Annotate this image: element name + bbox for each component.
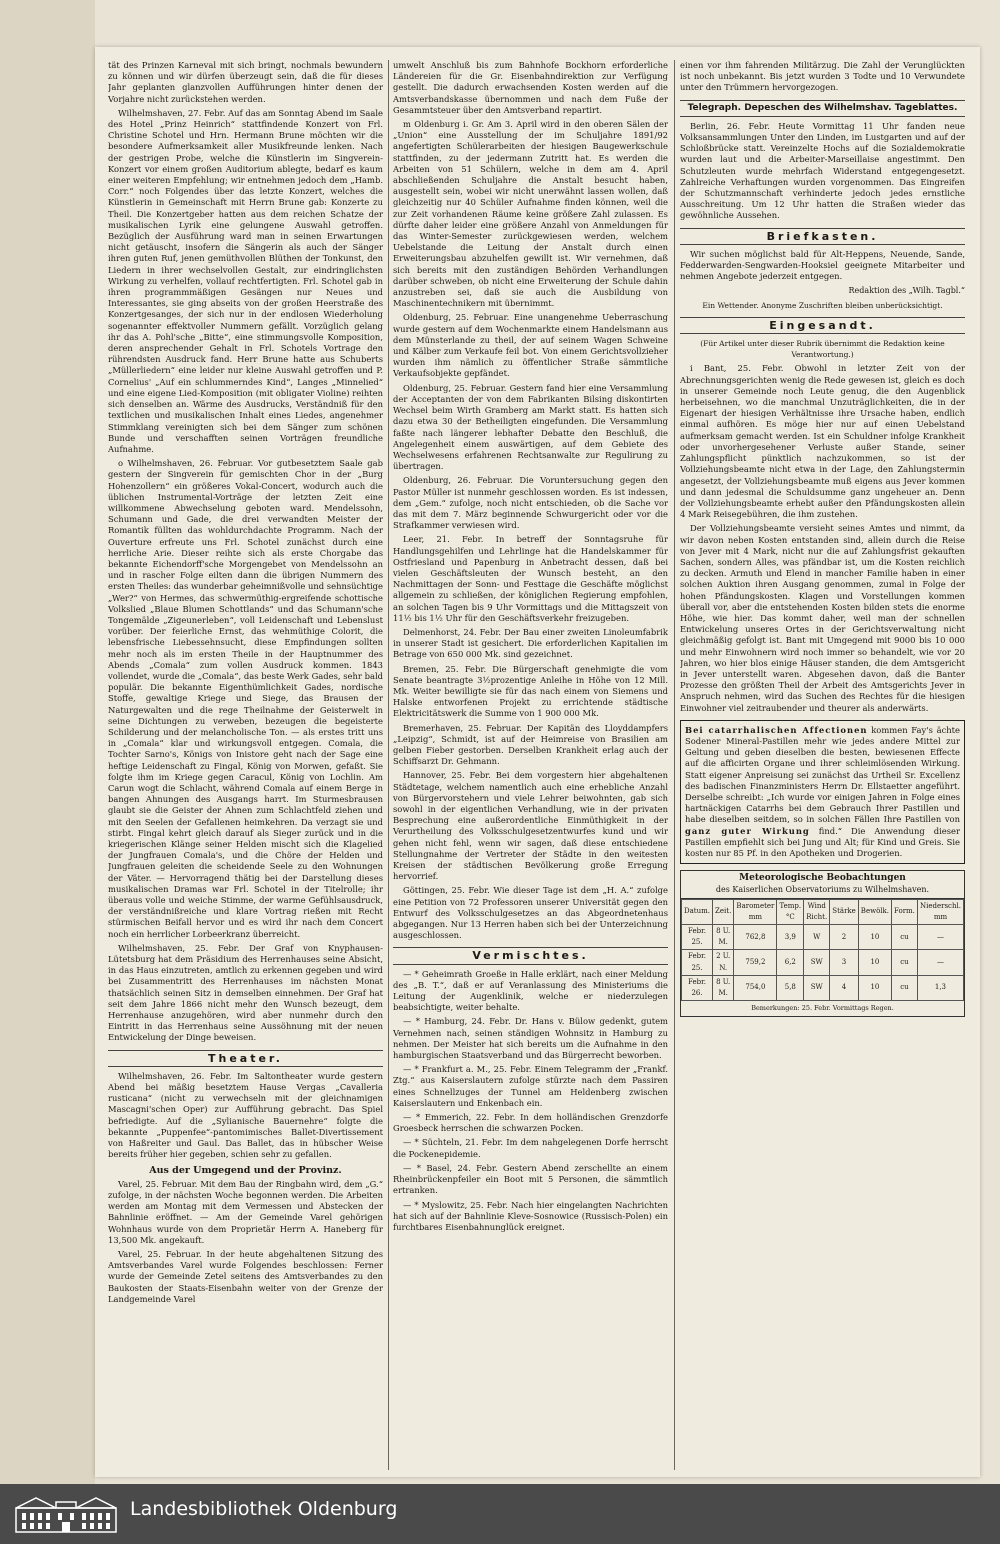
table-cell: W: [804, 925, 830, 950]
article-paragraph: Bremerhaven, 25. Februar. Der Kapitän des Lloyddampfers „Leipzig“, Schmidt, ist auf der Heimreise von Brasilien am gelben Fieber gestorben. Derselben Krankheit erlag auch der Schiffsarzt Dr. Gehmann.: [393, 722, 668, 767]
table-cell: cu: [892, 925, 918, 950]
table-cell: 10: [858, 925, 891, 950]
table-cell: 5,8: [777, 975, 804, 1000]
ad-emphasis: ganz guter Wirkung: [685, 825, 810, 836]
table-cell: Febr. 25.: [682, 925, 713, 950]
article-paragraph: m Oldenburg i. Gr. Am 3. April wird in den oberen Sälen der „Union“ eine Ausstellung der im Schuljahre 1891/92 angefertigten Schülerarbeiten der hiesigen Baugewerkschule stattfinden, zu der jedermann Zutritt hat. Es werden die Arbeiten von 51 Schülern, welche in dem am 4. April abschließenden Schuljahre die Anstalt besucht haben, ausgestellt sein, wobei wir nicht unerwähnt lassen wollen, daß gleichzeitig nur 40 Schüler Aufnahme finden können, weil die zur Zeit vorhandenen Räume keine größere Zahl zulassen. Es dürfte daher leider eine größere Anzahl von Anmeldungen für das Winter-Semester zurückgewiesen werden, welchem Uebelstande die Leitung der Anstalt durch einen Erweiterungsbau abzuhelfen gewillt ist. Wir vernehmen, daß sich bereits mit den zuständigen Behörden Verhandlungen darüber schweben, ob nicht eine Erweiterung der Schule dahin anzustreben sei, daß sie auch die Ausbildung von Maschinentechnikern mit übernimmt.: [393, 119, 668, 309]
section-heading-briefkasten: Briefkasten.: [680, 228, 965, 245]
table-row: [682, 925, 964, 950]
table-cell: 1,3: [917, 975, 963, 1000]
section-heading-eingesandt: Eingesandt.: [680, 317, 965, 334]
table-cell: SW: [804, 975, 830, 1000]
table-header: Niederschl. mm: [917, 899, 963, 924]
article-paragraph: — * Hamburg, 24. Febr. Dr. Hans v. Bülow gedenkt, gutem Vernehmen nach, seinen ständigen Wohnsitz in Hamburg zu nehmen. Der Meister hat sich bereits um die Aufnahme in den hamburgischen Staatsverband und das Bürgerrecht beworben.: [393, 1016, 668, 1061]
table-cell: cu: [892, 950, 918, 975]
table-cell: 2 U. N.: [713, 950, 734, 975]
table-header: Temp. °C: [777, 899, 804, 924]
table-header: Datum.: [682, 899, 713, 924]
table-header: Zeit.: [713, 899, 734, 924]
table-cell: cu: [892, 975, 918, 1000]
table-header-row: [682, 899, 964, 924]
article-paragraph: Oldenburg, 26. Februar. Die Voruntersuchung gegen den Pastor Müller ist nunmehr geschlossen worden. Es ist indessen, dem „Gem.“ zufolge, noch nicht entschieden, ob die Sache vor das mit dem 7. März beginnende Schwurgericht oder vor die Strafkammer verwiesen wird.: [393, 475, 668, 531]
pastillen-advertisement: [680, 720, 965, 864]
table-cell: —: [917, 925, 963, 950]
article-paragraph: Bremen, 25. Febr. Die Bürgerschaft genehmigte die vom Senate beantragte 3½prozentige Anleihe in Höhe von 12 Mill. Mk. Weiter bewilligte sie für das nach einem von Siemens und Halske entworfenen Projekt zu errichtende städtische Elektricitätswerk die Summe von 1 900 000 Mk.: [393, 663, 668, 719]
table-cell: 8 U. M.: [713, 925, 734, 950]
weather-data-table: [681, 899, 964, 1002]
article-paragraph: Wilhelmshaven, 25. Febr. Der Graf von Knyphausen-Lütetsburg hat dem Präsidium des Herrenhauses seine Absicht, in das Haus einzutreten, amtlich zu erkennen gegeben und wird bei Zusammentritt des Herrenhauses im nächsten Monat thatsächlich seinen Sitz in demselben einnehmen. Der Graf hat seit dem Jahre 1866 nicht mehr den Wunsch bezeugt, dem Herrenhause anzugehören, wird aber nunmehr durch den Eintritt in das Herrenhaus seine Aussöhnung mit der neuen Entwickelung der Dinge beweisen.: [108, 942, 383, 1043]
article-paragraph: umwelt Anschluß bis zum Bahnhofe Bockhorn erforderliche Ländereien für die Gr. Eisenbahndirektion zur Verfügung gestellt. Die dadurch erwachsenden Kosten werden auf die Amtsverbandskasse übernommen und nach dem Fuße der Gesammtsteuer über den Amtsverband repartirt.: [393, 60, 668, 115]
disclaimer-note: (Für Artikel unter dieser Rubrik übernimmt die Redaktion keine Verantwortung.): [700, 339, 945, 360]
article-paragraph: — * Frankfurt a. M., 25. Febr. Einem Telegramm der „Frankf. Ztg.“ aus Kaiserslautern zufolge stürzte nach dem Passiren eines Schnellzuges der Tunnel am Heldenberg zwischen Kaiserslautern und Enkenbach ein.: [393, 1064, 668, 1108]
weather-title: Meteorologische Beobachtungen: [739, 873, 906, 884]
article-paragraph: Delmenhorst, 24. Febr. Der Bau einer zweiten Linoleumfabrik in unserer Stadt ist gesichert. Die erforderlichen Kapitalien im Betrage von 650 000 Mk. sind gezeichnet.: [393, 626, 668, 660]
article-paragraph: — * Emmerich, 22. Febr. In dem holländischen Grenzdorfe Groesbeck herrschen die schwarzen Pocken.: [393, 1112, 668, 1134]
table-cell: 10: [858, 950, 891, 975]
article-paragraph: i Bant, 25. Febr. Obwohl in letzter Zeit von der Abrechnungsgerichten wenig die Rede gewesen ist, gleich es doch in unserer Gemeinde noch Leute genug, die den Augenblick herbeisehnen, wo die manchmal Unzuträglichkeiten, die in der Eigenart der hiesigen Verhältnisse ihre Ursache haben, endlich einmal aufhören. Es möge hier nur auf einen Uebelstand aufmerksam gemacht werden. Ist ein Schuldner infolge Krankheit oder unvorhergesehener Verluste außer Stande, seiner Zahlungspflicht pünktlich nachzukommen, so ist der Vollziehungsbeamte nicht etwa in der Lage, den Zahlungstermin angesetzt, der Vollziehungsbeamte muß eigens aus Jever kommen und dann jedesmal die Schuldsumme ganz ungeheuer an. Denn der Vollziehungsbeamte erhebt außer den Pfändungskosten allein 4 Mark Reisegebühren, die ihm zustehen.: [680, 363, 965, 520]
table-header: Barometer mm: [734, 899, 777, 924]
ad-body: kommen Fay's ächte Sodener Mineral-Pastillen mehr wie jedes andere Mittel zur Geltung und geben dieselben die besten, bewiesenen Effecte auf die afficirten Organe und ihrer schleimlösenden Wirkung. Statt eigener Anpreisung sei zunächst das Urtheil Sr. Excellenz des badischen Finanzministers Herrn Dr. Ellstaetter angeführt. Derselbe schreibt: „Ich wurde vor einigen Jahren in Folge eines hartnäckigen Catarrhs bei dem Gebrauch Ihrer Pastillen und habe dieselben seitdem, so in solchen Fällen Ihre Pastillen von: [685, 724, 960, 825]
article-paragraph: o Wilhelmshaven, 26. Februar. Vor gutbesetztem Saale gab gestern der Singverein für gemischten Chor in der „Burg Hohenzollern“ ein größeres Vokal-Concert, wodurch auch die üblichen Instrumental-Vorträge der letzten Zeit eine willkommene Abwechselung geboten ward. Mendelssohn, Schumann und Gade, die drei verwandten Meister der Romantik füllten das wohldurchdachte Programm. Nach der Ouverture erfreute uns Frl. Schotel zunächst durch eine herrliche Arie. Dieser reihte sich als erste Chorgabe das bekannte Eichendorff'sche Morgengebet von Mendelssohn an und in rascher Folge eilten dann die übrigen Nummern des ersten Theiles: das wunderbar geheimnißvolle und sehnsüchtige „Wer?“ von Hermes, das schwermüthig-ergreifende schottische Volkslied „Blaue Blumen Schottlands“ und das Schumann'sche Tongemälde „Zigeunerleben“, voll Leidenschaft und Lebenslust vorüber. Der feierliche Ernst, das wehmüthige Colorit, die lebensfrische Liebessehnsucht, diese Empfindungen sollten mehr noch als im ersten Theile in der Hauptnummer des Abends „Comala“ zum vollen Ausdruck kommen. 1843 vollendet, wurde die „Comala“, das beste Werk Gades, sehr bald populär. Die bekannte Eigenthümlichkeit Gades, nordische Stoffe, gewaltige Kriege und Siege, das Brausen der Naturgewalten und die rege Theilnahme der Geisterwelt in seine Dichtungen zu verweben, bezeugen die begeisterte Schilderung und der melancholische Ton. — als erstes tritt uns in „Comala“ klar und wirkungsvoll entgegen. Comala, die Tochter Sarno's, Königs von Inistore geht nach der Sage eine heftige Leidenschaft zu Fingal, König von Morwen, gefaßt. Sie folgte ihm im Kriege gegen Caracul, König von Lochlin. Am Carun wogt die Schlacht, während Comala auf einem Berge in bangen Ahnungen des Ausgangs harrt. Im Sturmesbrausen glaubt sie die Geister der Ahnen zum Schlachtfeld ziehen und mit den Seelen der Gefallenen heimkehren. Da verzagt sie und stirbt. Fingal kehrt gleich darauf als Sieger zurück und in die kriegerischen Klänge seiner Helden mischt sich die Klagelied der Jungfrauen Comala's, und die Chöre der Helden und Jungfrauen geleiten die scheidende Seele zu den Wohnungen der Väter. — Hervorragend thätig bei der Darstellung dieses musikalischen Dramas war Frl. Schotel in der Titelrolle; ihr überaus volle und weiche Stimme, der warme Gefühlsausdruck, der verständnißreiche und klare Vortrag rießen mit Recht stürmischen Beifall hervor und es wird ihr nach dem Concert noch ein herrlicher Lorbeerkranz überreicht.: [108, 458, 383, 939]
article-paragraph: — * Basel, 24. Febr. Gestern Abend zerschellte an einem Rheinbrückenpfeiler ein Boot mit 5 Personen, die sämmtlich ertranken.: [393, 1162, 668, 1196]
library-building-icon: [14, 1494, 118, 1534]
article-paragraph: tät des Prinzen Karneval mit sich bringt, nochmals bewundern zu können und wir dürfen überzeugt sein, daß die für dieses Jahr geplanten glanzvollen Aufführungen hinter denen der Vorjahre nicht zurückstehen werden.: [108, 60, 383, 104]
weather-remarks: Bemerkungen: 25. Febr. Vormittags Regen.: [751, 1004, 894, 1013]
table-cell: 754,0: [734, 975, 777, 1000]
article-paragraph: Der Vollziehungsbeamte versieht seines Amtes und nimmt, da wir davon neben Kosten entstanden sind, allein durch die Reise von Jever mit 4 Mark, nicht nur die auf Zahlungsfrist gekauften Sachen, sondern Alles, was pfändbar ist, um die Kosten reichlich zu decken. Armuth und Elend in mancher Familie haben in einer solchen Auktion ihren Ausgang genommen, zumal in Folge der hohen Pfändungskosten. Klagen und Vorstellungen kommen überall vor, aber die entstehenden Kosten bilden stets die enorme Höhe, wie hier. Das kommt daher, weil man der schnellen Entwickelung unseres Ortes in der Gerichtsverwaltung nicht gleichmäßig gefolgt ist. Bant mit Umgegend mit 9000 bis 10 000 und mehr Einwohnern wird noch immer so behandelt, wie vor 20 Jahren, wo hier blos einige Häuser standen, die dem Amtsgericht in Jever unterstellt waren. Abgesehen davon, daß die Banter Prozesse den größten Theil der Arbeit des Amtsgerichts Jever in Anspruch nehmen, wird das Suchen des Rechtes für die hiesigen Einwohner viel zeitraubender und theurer als anderwärts.: [680, 523, 965, 713]
article-paragraph: Berlin, 26. Febr. Heute Vormittag 11 Uhr fanden neue Volksansammlungen Unter den Linden, im Lustgarten und auf der Schloßbrücke statt. Vereinzelte Hochs auf die Sozialdemokratie wurden laut und die Arbeiter-Marseillaise angestimmt. Den Schutzleuten wurde mehrfach Widerstand entgegengesetzt. Zahlreiche Verhaftungen wurden vorgenommen. Das Eingreifen der Schutzmannschaft verhinderte jedoch jedes ernstliche Ausschreitung. Um 12 Uhr hatten die Straßen wieder das gewöhnliche Aussehen.: [680, 120, 965, 221]
column-rule: [388, 60, 389, 1470]
section-heading-telegraph: Telegraph. Depeschen des Wilhelmshav. Tageblattes.: [680, 100, 965, 117]
article-paragraph: Wilhelmshaven, 26. Febr. Im Saltontheater wurde gestern Abend bei mäßig besetztem Hause Vergas „Cavalleria rusticana“ (nicht zu verwechseln mit der gleichnamigen Mascagni'schen Oper) zur Aufführung gebracht. Das Spiel befriedigte. Auf die „Sylianische Bauernehre“ folgte die bekannte „Puppenfee“-pantomimisches Ballet-Divertissement von Haßreiter und Gaul. Das Ballet, das in hübscher Weise bereits früher hier gegeben, schien sehr zu gefallen.: [108, 1070, 383, 1160]
article-paragraph: Wir suchen möglichst bald für Alt-Heppens, Neuende, Sande, Fedderwarden-Sengwarden-Hooksiel geeignete Mitarbeiter und nehmen Angebote jederzeit entgegen.: [680, 248, 965, 282]
article-paragraph: Varel, 25. Februar. Mit dem Bau der Ringbahn wird, dem „G.“ zufolge, in der nächsten Woche begonnen werden. Die Arbeiten werden am Montag mit dem Vermessen und Abstecken der Bahnlinie eröffnet. — Am der Gemeinde Varel gehörigen Wohnhaus wurde von dem Proprietär Herrn A. Haneberg für 13,500 Mk. angekauft.: [108, 1178, 383, 1245]
section-heading-theater: Theater.: [108, 1050, 383, 1067]
table-cell: —: [917, 950, 963, 975]
table-cell: 3: [830, 950, 859, 975]
ad-body-end: find.“ Die Anwendung dieser Pastillen empfiehlt sich bei Jung und Alt; für Kind und Greis. Sie kosten nur 85 Pf. in den Apotheken und Drogerien.: [685, 825, 960, 858]
article-paragraph: — * Geheimrath Groeße in Halle erklärt, nach einer Meldung des „B. T.“, daß er auf Veranlassung des Ministeriums die Leitung der Augenklinik, welche er niederzulegen beabsichtigte, weiter behalte.: [393, 968, 668, 1013]
table-cell: 2: [830, 925, 859, 950]
table-row: [682, 975, 964, 1000]
table-header: Bewölk.: [858, 899, 891, 924]
scan-edge: [0, 0, 95, 1544]
table-cell: 762,8: [734, 925, 777, 950]
table-header: Form.: [892, 899, 918, 924]
column-1: [108, 60, 383, 1470]
table-cell: 759,2: [734, 950, 777, 975]
article-paragraph: Göttingen, 25. Febr. Wie dieser Tage ist dem „H. A.“ zufolge eine Petition von 72 Professoren unserer Universität gegen den Entwurf des Volksschulgesetzes an das Abgeordnetenhaus abgegangen. Nur 13 Herren haben sich bei der Unterzeichnung ausgeschlossen.: [393, 885, 668, 941]
library-name: Landesbibliothek Oldenburg: [130, 1498, 398, 1520]
table-row: [682, 950, 964, 975]
section-heading-umgegend: Aus der Umgegend und der Provinz.: [149, 1164, 342, 1176]
table-cell: Febr. 26.: [682, 975, 713, 1000]
article-paragraph: Wilhelmshaven, 27. Febr. Auf das am Sonntag Abend im Saale des Hotel „Prinz Heinrich“ stattfindende Konzert von Frl. Christine Schotel und Hrn. Hermann Brune möchten wir die besondere Aufmerksamkeit aller Musikfreunde lenken. Nach der gestrigen Probe, welche die Künstlerin im Singverein-Konzert vor einem großen Auditorium ablegte, bedarf es kaum einer weiteren Empfehlung; wir entnehmen jedoch dem „Hamb. Corr.“ noch Folgendes über das letzte Konzert, welches die Künstlerin in Gemeinschaft mit Herrn Brune gab: Konzerte zu Theil. Die Konzertgeber hatten aus dem reichen Schatze der musikalischen Lyrik eine gelungene Auswahl getroffen. Bezüglich der Ausführung ward man in seinen Erwartungen nicht getäuscht, insofern die Sängerin als auch der Sänger ihren guten Ruf, jenen gemüthvollen Blüthen der Tonkunst, den Liedern in ihrer wechselvollen Gestalt, zur eindringlichsten Wirkung zu verhelfen, vollauf rechtfertigten. Frl. Schotel gab in ihren programmmäßigen Gesängen nur Neues und Interessantes, sie ging abseits von der großen Heerstraße des Konzertgesanges, der sich nur in der endlosen Wiederholung sogenannter effektvoller Nummern gefällt. Vorzüglich gelang ihr das A. Pohl'sche „Bitte“, eine stimmungsvolle Komposition, deren ansprechender Gehalt in Frl. Schotels Vortrage den rührendsten Ausdruck fand. Herr Brune hatte aus Schuberts „Müllerliedern“ eine leider nur kleine Auswahl getroffen und P. Cornelius' „Auf ein schlummerndes Kind“, Langes „Minnelied“ und eine eigene Lied-Komposition (mit obligater Violine) reihten sich denselben an. Wärme des Ausdrucks, Verständniß für den textlichen und musikalischen Inhalt eines Liedes, angenehmer Stimmklang vereinigten sich bei dem Sänger zum schönen Bunde und verschafften seinen Vorträgen freundliche Aufnahme.: [108, 107, 383, 454]
article-paragraph: Varel, 25. Februar. In der heute abgehaltenen Sitzung des Amtsverbandes Varel wurde Folgendes beschlossen: Ferner wurde der Gemeinde Zetel seitens des Amtsverbandes zu den Baukosten der Staats-Eisenbahn weiter von der Grenze der Landgemeinde Varel: [108, 1248, 383, 1304]
table-cell: 8 U. M.: [713, 975, 734, 1000]
table-cell: Febr. 25.: [682, 950, 713, 975]
table-cell: 3,9: [777, 925, 804, 950]
article-paragraph: — * Süchteln, 21. Febr. Im dem nahgelegenen Dorfe herrscht die Pockenepidemie.: [393, 1137, 668, 1159]
article-paragraph: — * Myslowitz, 25. Febr. Nach hier eingelangten Nachrichten hat sich auf der Bahnlinie Kleve-Sosnowice (Russisch-Polen) ein furchtbares Eisenbahnunglück ereignet.: [393, 1199, 668, 1232]
table-cell: SW: [804, 950, 830, 975]
editor-signature: Redaktion des „Wilh. Tagbl.“: [848, 286, 965, 296]
library-footer-bar: [0, 1484, 1000, 1544]
table-cell: 10: [858, 975, 891, 1000]
table-header: Wind Richt.: [804, 899, 830, 924]
column-2: [393, 60, 668, 1470]
article-paragraph: Leer, 21. Febr. In betreff der Sonntagsruhe für Handlungsgehilfen und Lehrlinge hat die Handelskammer für Ostfriesland und Papenburg in Anbetracht dessen, daß bei vielen Geschäftsleuten der Wunsch besteht, an den Nachmittagen der Sonn- und Festtage die Geschäfte möglichst allgemein zu schließen, der königlichen Regierung empfohlen, an solchen Tagen bis 9 Uhr Vormittags und die Mittagszeit von 11½ bis 1½ Uhr für den Geschäftsverkehr freizugeben.: [393, 534, 668, 623]
ad-lead: Bei catarrhalischen Affectionen: [685, 724, 868, 735]
column-rule: [674, 60, 675, 1470]
article-paragraph: Oldenburg, 25. Februar. Eine unangenehme Ueberraschung wurde gestern auf dem Wochenmarkte einem Handelsmann aus dem Münsterlande zu theil, der auf seinem Wagen Schweine und Kälber zum Verkaufe feil bot. Von einem Gerichtsvollzieher wurden ihm nämlich zu öffentlicher Straße sämmtliche Verkaufsobjekte gepfändet.: [393, 312, 668, 379]
weather-table: [680, 870, 965, 1017]
article-paragraph: Hannover, 25. Febr. Bei dem vorgestern hier abgehaltenen Städtetage, welchem namentlich auch eine erhebliche Anzahl von Bürgervorstehern und viele Lehrer beiwohnten, gab sich sowohl in der eigentlichen Verhandlung, wie in der privaten Besprechung eine außerordentliche Einmüthigkeit in der Verurtheilung des Volksschulgesetzentwurfes kund und wir gehen nicht fehl, wenn wir sagen, daß diese entschiedene Stellungnahme der Vertreter der Städte in den weitesten Kreisen der städtischen Bevölkerung große Erregung hervorrief.: [393, 770, 668, 882]
section-heading-vermischtes: Vermischtes.: [393, 947, 668, 964]
column-3: [680, 60, 965, 1470]
article-paragraph: einen vor ihm fahrenden Militärzug. Die Zahl der Verunglückten ist noch unbekannt. Bis jetzt wurden 3 Todte und 10 Verwundete unter den Trümmern hervorgezogen.: [680, 60, 965, 93]
table-cell: 4: [830, 975, 859, 1000]
table-cell: 6,2: [777, 950, 804, 975]
table-header: Stärke: [830, 899, 859, 924]
weather-subtitle: des Kaiserlichen Observatoriums zu Wilhelmshaven.: [681, 884, 964, 898]
article-paragraph: Oldenburg, 25. Februar. Gestern fand hier eine Versammlung der Acceptanten der von dem Fabrikanten Bilsing diskontirten Wechsel beim Wirth Gramberg am Markt statt. Es hatten sich dazu etwa 30 der Betheiligten eingefunden. Die Versammlung faßte nach längerer lebhafter Debatte den Beschluß, die Angelegenheit einem auswärtigen, auf dem Gebiete des Wechselwesens erfahrenen Rechtsanwalte zur Regulirung zu übertragen.: [393, 382, 668, 472]
briefkasten-note: Ein Wettender. Anonyme Zuschriften bleiben unberücksichtigt.: [702, 300, 943, 310]
